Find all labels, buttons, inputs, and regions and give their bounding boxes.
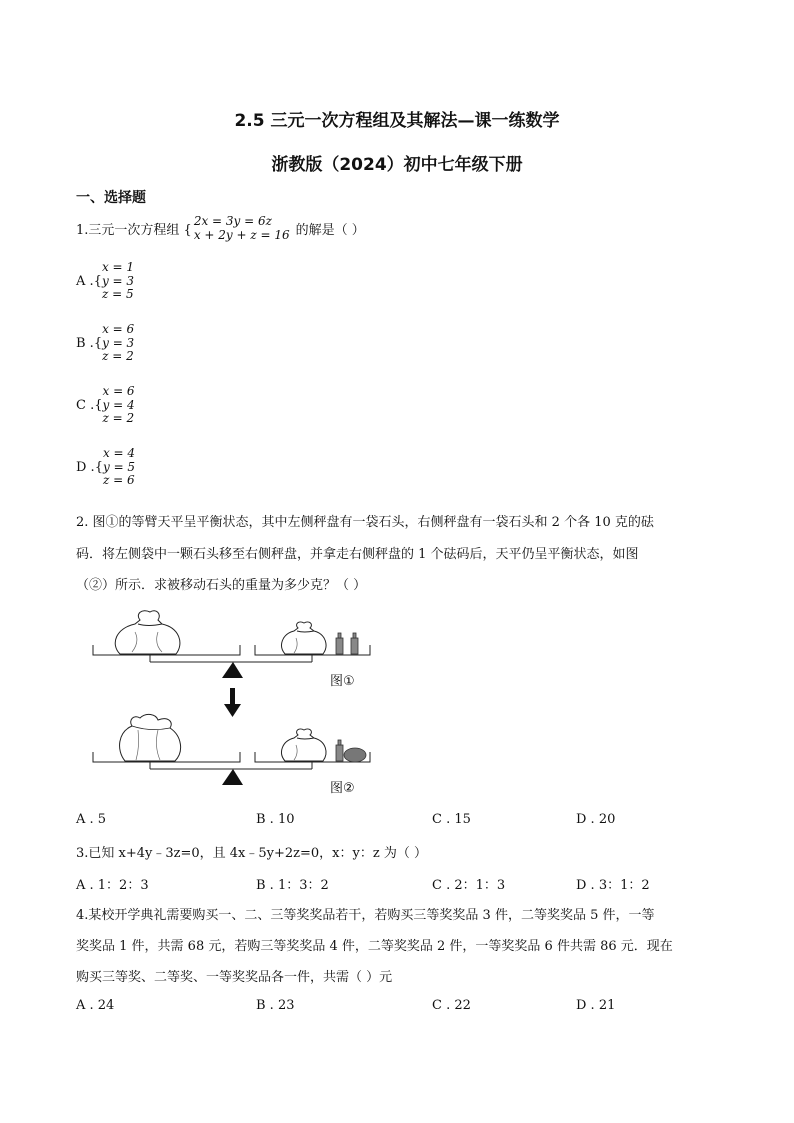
option-a[interactable] [76,261,134,302]
option-c-system [102,385,134,426]
figure-2-label: 图② [330,781,355,796]
page-title: 2.5 三元一次方程组及其解法—课一练数学 [234,111,560,131]
option-c-z: z = 2 [102,411,135,425]
balance-1 [93,611,370,678]
question-1-suffix: 的解是（ ） [295,223,365,238]
q2-choice-d[interactable]: D . 20 [576,812,616,827]
q2-choice-a[interactable]: A . 5 [76,812,107,827]
option-a-z: z = 5 [101,287,134,301]
q3-choice-a[interactable]: A . 1：2：3 [76,878,149,893]
question-2-line1: 2. 图①的等臂天平呈平衡状态，其中左侧秤盘有一袋石头，右侧秤盘有一袋石头和 2 个各 10 克的砝 [76,515,654,530]
option-a-system [102,261,134,302]
down-arrow-icon [224,688,241,717]
q3-choice-b[interactable]: B . 1：3：2 [256,878,329,893]
q4-choice-d[interactable]: D . 21 [576,998,616,1013]
q4-choice-a[interactable]: A . 24 [76,998,115,1013]
q4-choice-c[interactable]: C . 22 [432,998,471,1013]
option-b-x: x = 6 [102,322,135,336]
option-a-y: y = 3 [101,273,135,288]
balance-figure [80,600,390,800]
fulcrum-1 [222,662,243,678]
page-subtitle: 浙教版（2024）初中七年级下册 [271,155,523,175]
weight-icon [336,633,343,654]
question-2-line2: 码．将左侧袋中一颗石头移至右侧秤盘，并拿走右侧秤盘的 1 个砝码后，天平仍呈平衡状态，如图 [76,547,639,562]
option-a-label: A .{ [76,273,102,289]
question-2-line3: （②）所示．求被移动石头的重量为多少克？（ ） [76,578,367,593]
option-c-y: y = 4 [102,397,135,412]
question-1-prefix: 1.三元一次方程组 { [76,223,192,238]
option-b[interactable] [76,323,134,364]
option-d-z: z = 6 [102,473,135,487]
option-b-z: z = 2 [102,349,134,363]
option-b-y: y = 3 [102,335,135,350]
weight-icon [351,633,358,654]
weight-icon [336,740,343,761]
option-b-label: B .{ [76,335,103,351]
option-d-y: y = 5 [102,459,136,474]
option-a-x: x = 1 [101,260,135,274]
option-d[interactable] [76,447,135,488]
option-b-system [102,323,134,364]
stone-bag-left-1 [115,611,180,654]
figure-1-label: 图① [330,674,355,689]
balance-2 [93,714,370,785]
stone-icon [344,748,366,762]
option-c[interactable] [76,385,135,426]
stone-bag-right-2 [282,729,326,761]
question-1-eq2: x + 2y + z = 16 [193,227,290,242]
question-1-eq1: 2x = 3y = 6z [193,214,272,228]
q2-choice-b[interactable]: B . 10 [256,812,295,827]
q2-choice-c[interactable]: C . 15 [432,812,471,827]
q3-choice-d[interactable]: D . 3：1：2 [576,878,650,893]
option-c-label: C .{ [76,397,103,413]
q4-choice-b[interactable]: B . 23 [256,998,295,1013]
fulcrum-2 [222,769,243,785]
question-3: 3.已知 x+4y﹣3z=0，且 4x﹣5y+2z=0，x：y：z 为（ ） [76,846,427,861]
question-4-line3: 购买三等奖、二等奖、一等奖奖品各一件，共需（ ）元 [76,970,393,985]
option-d-label: D .{ [76,459,103,475]
question-4-line2: 奖奖品 1 件，共需 68 元，若购三等奖奖品 4 件，二等奖奖品 2 件，一等奖奖品 6 件共需 86 元．现在 [76,939,673,954]
q3-choice-c[interactable]: C . 2：1：3 [432,878,506,893]
option-d-x: x = 4 [102,446,136,460]
question-4-line1: 4.某校开学典礼需要购买一、二、三等奖奖品若干，若购买三等奖奖品 3 件，二等奖奖品 5 件，一等 [76,908,655,923]
question-1 [76,215,365,242]
stone-bag-right-1 [282,622,326,654]
section-heading: 一、选择题 [76,190,146,206]
stone-bag-left-2 [120,714,181,761]
option-c-x: x = 6 [102,384,135,398]
question-1-system [194,215,290,242]
option-d-system [103,447,135,488]
